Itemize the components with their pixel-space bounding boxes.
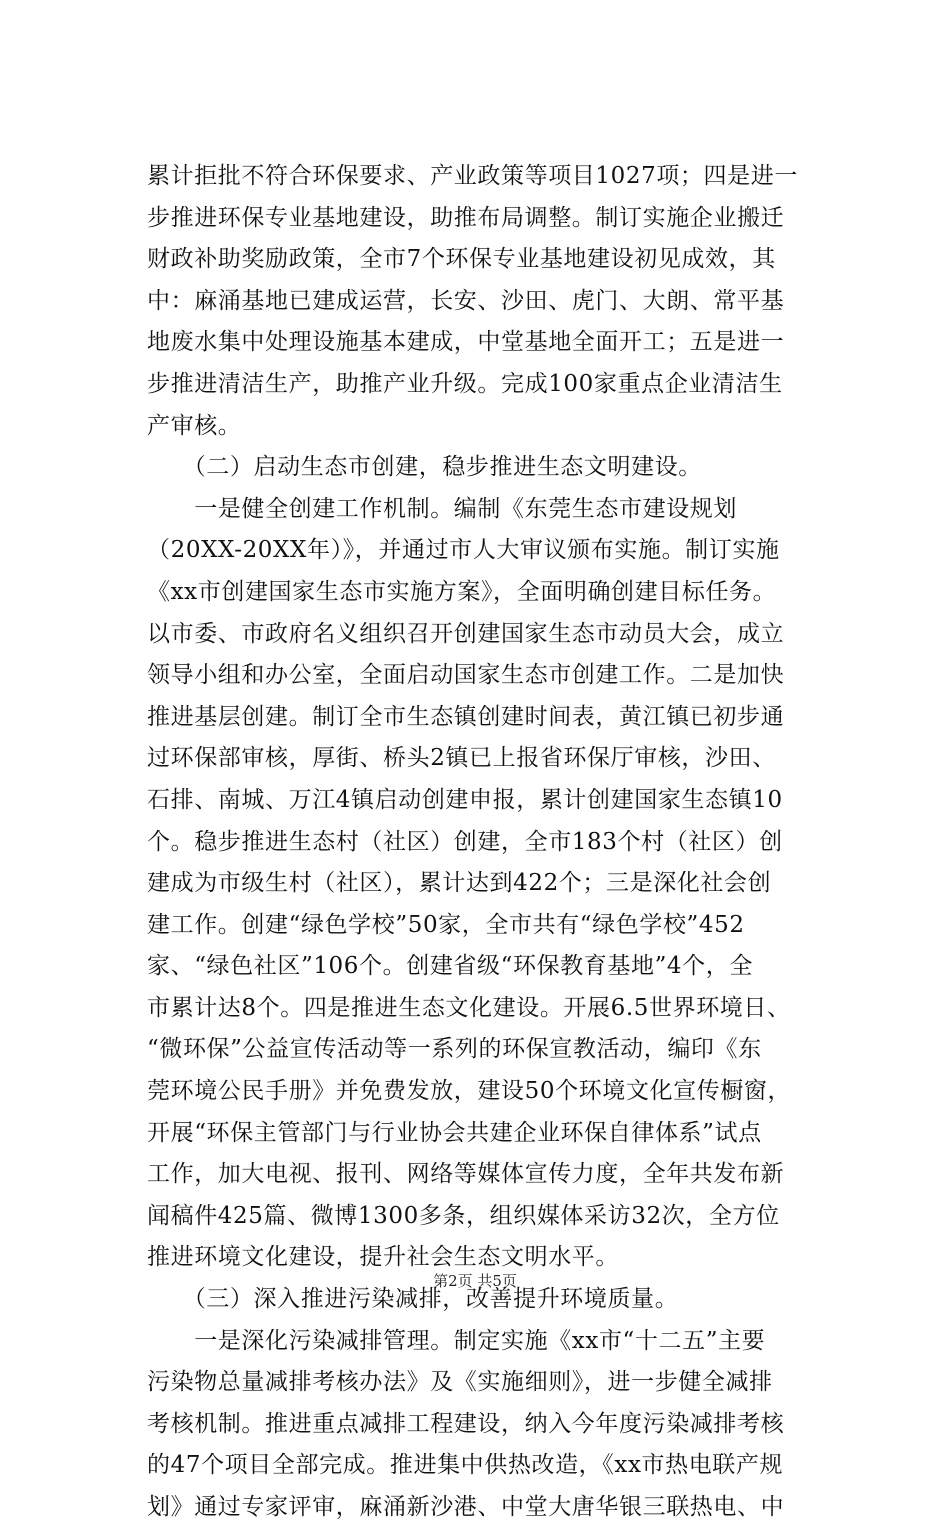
text-line: 产审核。 [147, 412, 242, 439]
text-line: 过环保部审核，厚街、桥头2镇已上报省环保厅审核，沙田、 [147, 745, 776, 772]
text-line: 划》通过专家评审，麻涌新沙港、中堂大唐华银三联热电、中 [147, 1494, 785, 1520]
text-line: 推进环境文化建设，提升社会生态文明水平。 [147, 1244, 619, 1271]
text-line: 步推进环保专业基地建设，助推布局调整。制订实施企业搬迁 [147, 204, 785, 231]
text-line: 中：麻涌基地已建成运营，长安、沙田、虎门、大朗、常平基 [147, 287, 785, 314]
text-line: 的47个项目全部完成。推进集中供热改造，《xx市热电联产规 [147, 1452, 784, 1479]
text-line: 工作，加大电视、报刊、网络等媒体宣传力度，全年共发布新 [147, 1161, 785, 1188]
section-heading: （二）启动生态市创建，稳步推进生态文明建设。 [147, 454, 702, 481]
text-line: （20XX-20XX年）》，并通过市人大审议颁布实施。制订实施 [147, 537, 780, 564]
text-line: 考核机制。推进重点减排工程建设，纳入今年度污染减排考核 [147, 1410, 785, 1437]
text-line: 以市委、市政府名义组织召开创建国家生态市动员大会，成立 [147, 620, 785, 647]
page-footer [0, 1270, 950, 1291]
text-line: 石排、南城、万江4镇启动创建申报，累计创建国家生态镇10 [147, 786, 783, 813]
text-line: 闻稿件425篇、微博1300多条，组织媒体采访32次，全方位 [147, 1202, 780, 1229]
text-line: 地废水集中处理设施基本建成，中堂基地全面开工；五是进一 [147, 329, 785, 356]
text-line: 步推进清洁生产，助推产业升级。完成100家重点企业清洁生 [147, 370, 783, 397]
text-line: 一是健全创建工作机制。编制《东莞生态市建设规划 [147, 495, 737, 522]
text-line: 家、“绿色社区”106个。创建省级“环保教育基地”4个，全 [147, 953, 753, 980]
text-line: 污染物总量减排考核办法》及《实施细则》，进一步健全减排 [147, 1369, 773, 1396]
text-line: 《xx市创建国家生态市实施方案》，全面明确创建目标任务。 [147, 578, 777, 605]
text-line: 市累计达8个。四是推进生态文化建设。开展6.5世界环境日、 [147, 994, 791, 1021]
text-line: 累计拒批不符合环保要求、产业政策等项目1027项；四是进一 [147, 163, 798, 189]
text-line: 开展“环保主管部门与行业协会共建企业环保自律体系”试点 [147, 1119, 762, 1146]
text-line: 莞环境公民手册》并免费发放，建设50个环境文化宣传橱窗， [147, 1078, 792, 1105]
text-line: 一是深化污染减排管理。制定实施《xx市“十二五”主要 [147, 1327, 766, 1354]
text-line: “微环保”公益宣传活动等一系列的环保宣教活动，编印《东 [147, 1036, 762, 1063]
text-line: 个。稳步推进生态村（社区）创建，全市183个村（社区）创 [147, 828, 783, 855]
text-line: 推进基层创建。制订全市生态镇创建时间表，黄江镇已初步通 [147, 703, 785, 730]
section-heading: （三）深入推进污染减排，改善提升环境质量。 [147, 1286, 679, 1313]
text-line: 财政补助奖励政策，全市7个环保专业基地建设初见成效，其 [147, 246, 776, 273]
page-number: 第2页 共5页 [433, 1272, 517, 1290]
text-line: 领导小组和办公室，全面启动国家生态市创建工作。二是加快 [147, 662, 785, 689]
document-body [147, 156, 847, 1529]
text-line: 建工作。创建“绿色学校”50家，全市共有“绿色学校”452 [147, 911, 745, 938]
text-line: 建成为市级生村（社区），累计达到422个；三是深化社会创 [147, 870, 772, 897]
